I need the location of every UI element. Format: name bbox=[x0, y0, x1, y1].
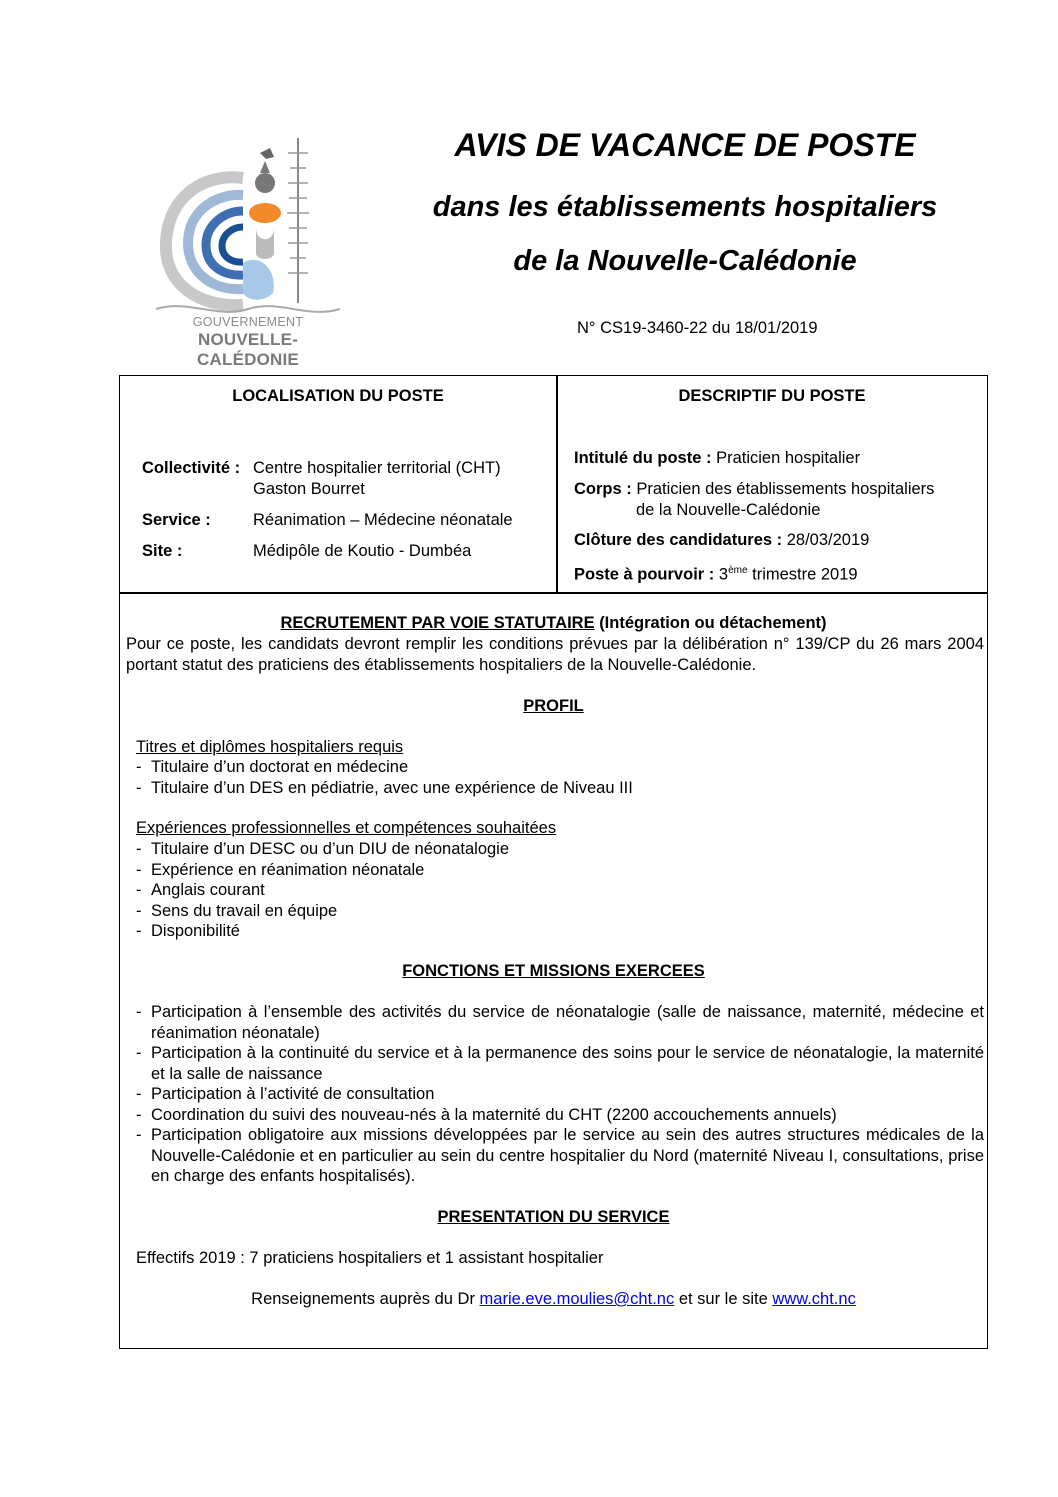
poste-row bbox=[574, 561, 858, 585]
cloture-label: Clôture des candidatures : bbox=[574, 531, 783, 549]
renseignements-prefix: Renseignements auprès du Dr bbox=[251, 1290, 475, 1308]
column-divider bbox=[556, 375, 558, 593]
poste-rest: trimestre 2019 bbox=[752, 565, 858, 584]
cloture-value: 28/03/2019 bbox=[786, 531, 870, 549]
collectivite-value-1: Centre hospitalier territorial (CHT) bbox=[253, 459, 501, 477]
renseignements-middle: et sur le site bbox=[678, 1290, 768, 1308]
government-logo bbox=[148, 133, 348, 369]
site-value: Médipôle de Koutio - Dumbéa bbox=[253, 542, 472, 560]
page-subtitle-2: de la Nouvelle-Calédonie bbox=[513, 245, 857, 277]
intitule-label: Intitulé du poste : bbox=[574, 449, 712, 467]
website-link[interactable]: www.cht.nc bbox=[772, 1290, 856, 1308]
recrutement-heading-row bbox=[121, 613, 986, 634]
logo-line2: NOUVELLE-CALÉDONIE bbox=[197, 330, 299, 369]
recrutement-heading-suffix: (Intégration ou détachement) bbox=[599, 614, 827, 632]
list-item: - Expérience en réanimation néonatale bbox=[136, 860, 984, 881]
list-item: - Titulaire d’un doctorat en médecine bbox=[136, 757, 984, 778]
fonctions-list bbox=[136, 1002, 984, 1187]
list-item: - Participation à la continuité du service et à la permanence des soins pour le service de néonatalogie, la maternité et la salle de naissance bbox=[136, 1043, 984, 1084]
service-label: Service : bbox=[142, 511, 211, 529]
reference-number: N° CS19-3460-22 du 18/01/2019 bbox=[577, 319, 818, 337]
list-item: - Coordination du suivi des nouveau-nés à la maternité du CHT (2200 accouchements annuels) bbox=[136, 1105, 984, 1126]
list-item: - Participation obligatoire aux missions développées par le service au sein des autres structures médicales de la Nouvelle-Calédonie et en particulier au sein du centre hospitalier du Nord (maternité Niveau I, consultations, prise en charge des enfants hospitalisés). bbox=[136, 1125, 984, 1187]
corps-row bbox=[574, 479, 934, 500]
localisation-heading: LOCALISATION DU POSTE bbox=[232, 387, 444, 405]
intitule-value: Praticien hospitalier bbox=[716, 449, 861, 467]
poste-num: 3 bbox=[718, 565, 729, 584]
effectifs-text: Effectifs 2019 : 7 praticiens hospitaliers et 1 assistant hospitalier bbox=[136, 1249, 604, 1267]
recrutement-text: Pour ce poste, les candidats devront remplir les conditions prévues par la délibération n° 139/CP du 26 mars 2004 portant statut des praticiens des établissements hospitaliers de la Nouvelle-Calédonie. bbox=[126, 635, 984, 674]
site-label: Site : bbox=[142, 542, 183, 560]
list-item: - Sens du travail en équipe bbox=[136, 901, 984, 922]
collectivite-label: Collectivité : bbox=[142, 459, 241, 477]
titres-list bbox=[136, 757, 984, 798]
list-item: - Participation à l’ensemble des activités du service de néonatalogie (salle de naissance, maternité, médecine et réanimation néonatale) bbox=[136, 1002, 984, 1043]
titres-heading: Titres et diplômes hospitaliers requis bbox=[136, 738, 404, 756]
list-item: - Titulaire d’un DES en pédiatrie, avec une expérience de Niveau III bbox=[136, 778, 984, 799]
intitule-row bbox=[574, 448, 860, 469]
poste-sup: ème bbox=[728, 565, 748, 576]
profil-heading: PROFIL bbox=[523, 697, 584, 715]
poste-label: Poste à pourvoir : bbox=[574, 565, 715, 584]
fonctions-heading: FONCTIONS ET MISSIONS EXERCEES bbox=[402, 962, 705, 980]
service-value: Réanimation – Médecine néonatale bbox=[253, 511, 513, 529]
presentation-heading: PRESENTATION DU SERVICE bbox=[437, 1208, 670, 1226]
logo-line1: GOUVERNEMENT bbox=[192, 315, 304, 329]
corps-label: Corps : bbox=[574, 480, 632, 498]
corps-value-1: Praticien des établissements hospitaliers bbox=[636, 480, 935, 498]
experiences-list bbox=[136, 839, 984, 942]
nautilus-emblem-icon bbox=[148, 133, 348, 313]
list-item: - Disponibilité bbox=[136, 921, 984, 942]
descriptif-heading: DESCRIPTIF DU POSTE bbox=[678, 387, 866, 405]
page-subtitle-1: dans les établissements hospitaliers bbox=[432, 191, 938, 223]
list-item: - Participation à l’activité de consultation bbox=[136, 1084, 984, 1105]
recrutement-heading: RECRUTEMENT PAR VOIE STATUTAIRE bbox=[280, 614, 595, 632]
renseignements-row bbox=[121, 1289, 986, 1310]
list-item: - Anglais courant bbox=[136, 880, 984, 901]
corps-value-2: de la Nouvelle-Calédonie bbox=[636, 501, 821, 519]
page-title: AVIS DE VACANCE DE POSTE bbox=[454, 127, 916, 163]
email-link[interactable]: marie.eve.moulies@cht.nc bbox=[479, 1290, 675, 1308]
collectivite-value-2: Gaston Bourret bbox=[253, 480, 365, 498]
cloture-row bbox=[574, 530, 869, 551]
list-item: - Titulaire d’un DESC ou d’un DIU de néonatalogie bbox=[136, 839, 984, 860]
experiences-heading: Expériences professionnelles et compétences souhaitées bbox=[136, 819, 557, 837]
row-divider bbox=[119, 592, 988, 594]
